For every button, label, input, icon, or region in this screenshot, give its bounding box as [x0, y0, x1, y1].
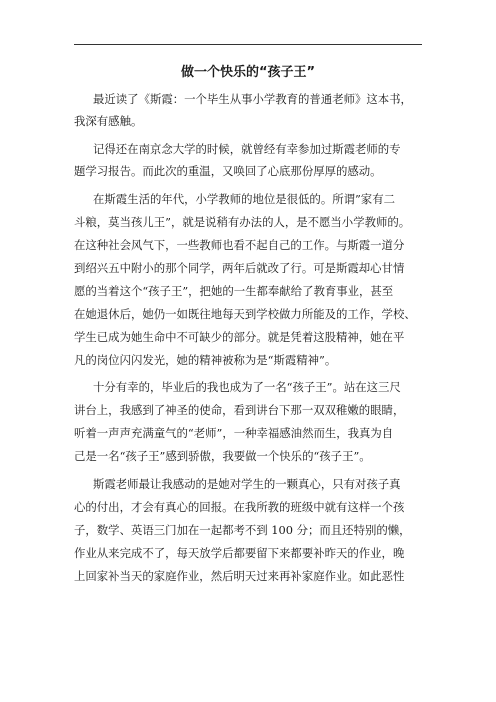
paragraph-line: 斯霞老师最让我感动的是她对学生的一颗真心，只有对孩子真: [93, 477, 401, 491]
paragraph-line: 上回家补当天的家庭作业，然后明天过来再补家庭作业。如此恶性: [74, 569, 405, 583]
paragraph-line: 到绍兴五中附小的那个同学，两年后就改了行。可是斯霞却心甘情: [74, 261, 405, 275]
paragraph-line: 学生已成为她生命中不可缺少的部分。就是凭着这股精神，她在平: [74, 330, 405, 344]
document-title: 做一个快乐的“孩子王”: [180, 65, 316, 80]
paragraph-line: 十分有幸的，毕业后的我也成为了一名“孩子王”。站在这三尺: [93, 380, 401, 394]
paragraph-line: 心的付出，才会有真心的回报。在我所教的班级中就有这样一个孩: [74, 500, 405, 514]
paragraph-line: 己是一名“孩子王”感到骄傲，我要做一个快乐的“孩子王”。: [74, 449, 371, 463]
paragraph-line: 在她退休后，她仍一如既往地每天到学校做力所能及的工作，学校、: [74, 307, 416, 321]
paragraph-line: 作业从来完成不了，每天放学后都要留下来都要补昨天的作业，晚: [74, 546, 405, 560]
paragraph-line: 凡的岗位闪闪发光，她的精神被称为是“斯霞精神”。: [74, 353, 337, 367]
paragraph-line: 听着一声声充满童气的“老师”，一种幸福感油然而生，我真为自: [74, 426, 394, 440]
paragraph-line: 愿的当着这个“孩子王”，把她的一生都奉献给了教育事业，甚至: [74, 284, 394, 298]
paragraph-line: 讲台上，我感到了神圣的使命，看到讲台下那一双双稚嫩的眼睛，: [74, 403, 405, 417]
paragraph-line: 子，数学、英语三门加在一起都考不到 100 分；而且还特别的懒，: [74, 523, 411, 537]
paragraph-line: 斗粮，莫当孩儿王”，就是说稍有办法的人，是不愿当小学教师的。: [74, 215, 411, 229]
header-rule: [74, 44, 422, 45]
paragraph-line: 最近读了《斯霞：一个毕生从事小学教育的普通老师》这本书，: [93, 92, 412, 106]
paragraph-line: 在斯霞生活的年代，小学教师的地位是很低的。所谓”家有二: [93, 192, 395, 206]
paragraph-line: 记得还在南京念大学的时候，就曾经有幸参加过斯霞老师的专: [93, 142, 401, 156]
paragraph-line: 题学习报告。而此次的重温，又唤回了心底那份厚厚的感动。: [74, 164, 382, 178]
paragraph-line: 在这种社会风气下，一些教师也看不起自己的工作。与斯霞一道分: [74, 238, 405, 252]
paragraph-line: 我深有感触。: [74, 114, 143, 128]
